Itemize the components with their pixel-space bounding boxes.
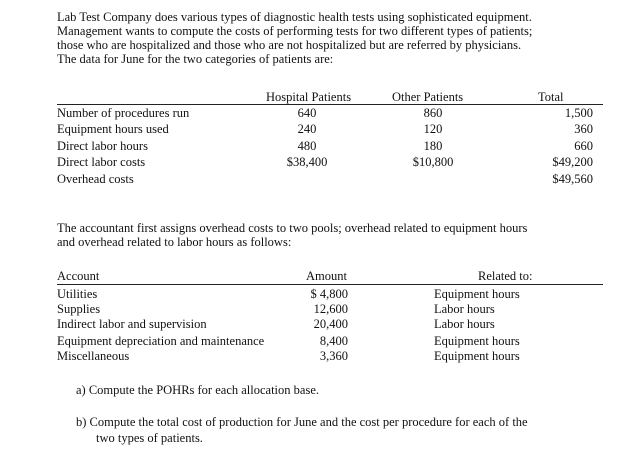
row-label: Equipment hours used	[57, 122, 169, 136]
cell-total: 1,500	[564, 106, 593, 120]
cell-hospital: 640	[297, 106, 317, 120]
related-cell: Labor hours	[434, 302, 495, 316]
header-related-to: Related to:	[478, 269, 533, 283]
cell-hospital: 240	[297, 122, 317, 136]
intro-line: The data for June for the two categories of patients are:	[57, 52, 334, 66]
intro-line: those who are hospitalized and those who are not hospitalized but are referred by physicians.	[57, 38, 522, 52]
middle-paragraph	[57, 221, 617, 249]
amount-cell: 3,360	[319, 349, 348, 363]
related-cell: Equipment hours	[434, 349, 520, 363]
amount-cell: 20,400	[313, 317, 348, 331]
header-total: Total	[538, 90, 564, 104]
amount-cell: 12,600	[313, 302, 348, 316]
header-amount: Amount	[306, 269, 347, 283]
middle-line: and overhead related to labor hours as follows:	[57, 235, 292, 249]
intro-paragraph	[57, 10, 617, 66]
cell-total: $49,560	[552, 172, 593, 186]
cell-total: 360	[574, 122, 593, 136]
cell-total: $49,200	[552, 155, 593, 169]
row-label: Number of procedures run	[57, 106, 190, 120]
question-a: a) Compute the POHRs for each allocation base.	[76, 383, 319, 397]
question-b-continued: two types of patients.	[96, 431, 203, 445]
account-cell: Miscellaneous	[57, 349, 130, 363]
intro-line: Management wants to compute the costs of performing tests for two different types of patients;	[57, 24, 533, 38]
account-cell: Indirect labor and supervision	[57, 317, 207, 331]
row-label: Direct labor costs	[57, 155, 146, 169]
intro-line: Lab Test Company does various types of diagnostic health tests using sophisticated equipment.	[57, 10, 532, 24]
related-cell: Labor hours	[434, 317, 495, 331]
table1-header-rule	[57, 104, 603, 105]
cell-other: $10,800	[412, 155, 454, 169]
middle-line: The accountant first assigns overhead costs to two pools; overhead related to equipment hours	[57, 221, 528, 235]
question-b: b) Compute the total cost of production for June and the cost per procedure for each of the	[76, 415, 528, 429]
cell-other: 120	[423, 122, 443, 136]
account-cell: Supplies	[57, 302, 101, 316]
table2-header-rule	[57, 284, 603, 285]
cell-other: 860	[423, 106, 443, 120]
row-label: Overhead costs	[57, 172, 134, 186]
cell-other: 180	[423, 139, 443, 153]
related-cell: Equipment hours	[434, 334, 520, 348]
account-cell: Utilities	[57, 287, 98, 301]
cell-hospital: 480	[297, 139, 317, 153]
row-label: Direct labor hours	[57, 139, 148, 153]
related-cell: Equipment hours	[434, 287, 520, 301]
header-other-patients: Other Patients	[392, 90, 464, 104]
header-account: Account	[57, 269, 100, 283]
header-hospital-patients: Hospital Patients	[266, 90, 352, 104]
amount-cell: 8,400	[319, 334, 348, 348]
account-cell: Equipment depreciation and maintenance	[57, 334, 265, 348]
cell-total: 660	[574, 139, 593, 153]
cell-hospital: $38,400	[286, 155, 328, 169]
amount-cell: $ 4,800	[310, 287, 348, 301]
